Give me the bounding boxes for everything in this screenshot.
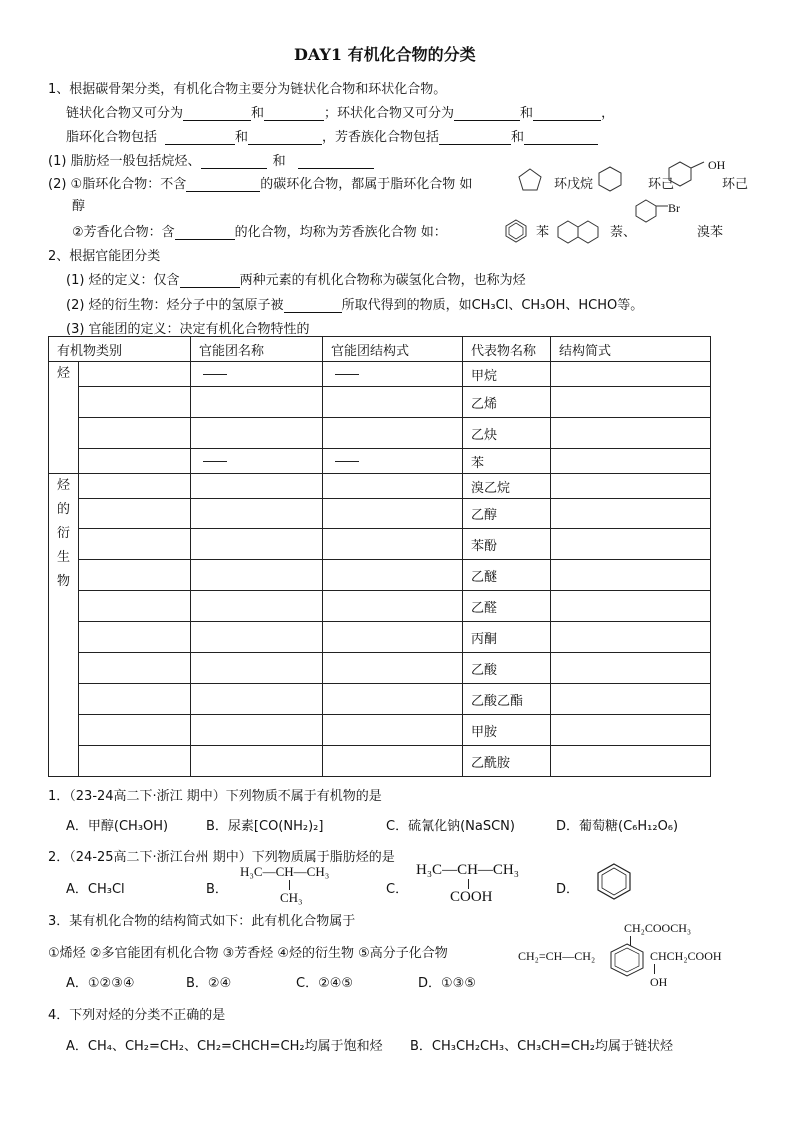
q3-option-c[interactable]: C．②④⑤ [296, 976, 354, 991]
cell[interactable] [79, 499, 191, 529]
q3-option-b[interactable]: B．②④ [186, 976, 232, 991]
section1-line3 [66, 126, 598, 145]
table-header-row [49, 337, 711, 362]
answer-blank[interactable] [180, 273, 240, 288]
representative-name: 乙炔 [463, 418, 551, 449]
cell[interactable] [191, 746, 323, 777]
representative-name: 丙酮 [463, 622, 551, 653]
representative-name: 乙酸乙酯 [463, 684, 551, 715]
text: 和 [272, 154, 286, 169]
q3-option-d[interactable]: D．①③⑤ [418, 976, 476, 991]
table-row [49, 653, 711, 684]
cell[interactable] [79, 529, 191, 560]
answer-blank[interactable] [264, 106, 324, 121]
representative-name: 苯 [463, 449, 551, 474]
section2-p2 [66, 294, 643, 313]
cell[interactable] [79, 449, 191, 474]
naphthalene-icon [556, 218, 602, 246]
header-group-structure: 官能团结构式 [323, 337, 463, 362]
cell[interactable] [323, 622, 463, 653]
q2-option-d[interactable]: D． [556, 882, 580, 897]
q2c-formula-bottom: COOH [450, 889, 493, 905]
q4-option-b[interactable]: B．CH₃CH₂CH₃、CH₃CH=CH₂均属于链状烃 [410, 1039, 673, 1054]
cell[interactable] [551, 591, 711, 622]
cell[interactable] [191, 418, 323, 449]
table-row [49, 362, 711, 387]
text: (1) 脂肪烃一般包括烷烃、 [48, 154, 201, 169]
table-row [49, 622, 711, 653]
q2-option-a[interactable]: A．CH₃Cl [66, 882, 125, 897]
header-group-name: 官能团名称 [191, 337, 323, 362]
bond-line [468, 879, 469, 889]
header-formula: 结构简式 [551, 337, 711, 362]
text: 和 [251, 106, 265, 121]
text: (2) ①脂环化合物：不含 [48, 177, 187, 192]
benzene-ring-icon [604, 942, 650, 978]
question-4: 4．下列对烃的分类不正确的是 [48, 1008, 226, 1023]
q2b-formula-bottom: CH₃ [280, 890, 303, 905]
q3-structure-oh: OH [650, 975, 668, 989]
table-row [49, 560, 711, 591]
question-3: 3．某有机化合物的结构简式如下：此有机化合物属于 [48, 914, 356, 929]
text: ；环状化合物又可分为 [324, 106, 455, 121]
cell[interactable] [191, 622, 323, 653]
section2-heading: 2、根据官能团分类 [48, 249, 161, 264]
cell[interactable] [551, 560, 711, 591]
text: 两种元素的有机化合物称为碳氢化合物，也称为烃 [239, 273, 526, 288]
dash-mark [203, 374, 227, 375]
cell[interactable] [323, 715, 463, 746]
text: 和 [235, 130, 249, 145]
cyclohexane-label: 环己 [648, 177, 675, 192]
table-row [49, 418, 711, 449]
cell[interactable] [79, 591, 191, 622]
cell[interactable] [191, 591, 323, 622]
cell[interactable] [551, 387, 711, 418]
q3-option-a[interactable]: A．①②③④ [66, 976, 135, 991]
q1-option-b[interactable]: B．尿素[CO(NH₂)₂] [206, 819, 324, 834]
page-title: DAY1 有机化合物的分类 [294, 45, 476, 64]
answer-blank[interactable] [183, 106, 251, 121]
cell [191, 449, 323, 474]
section1-line2 [66, 102, 614, 121]
q3-options-list: ①烯烃 ②多官能团有机化合物 ③芳香烃 ④烃的衍生物 ⑤高分子化合物 [48, 946, 448, 961]
representative-name: 乙酰胺 [463, 746, 551, 777]
cell[interactable] [79, 653, 191, 684]
benzene-label: 苯 [536, 225, 550, 240]
cell[interactable] [323, 591, 463, 622]
answer-blank[interactable] [454, 106, 520, 121]
text: 链状化合物又可分为 [66, 106, 184, 121]
cell[interactable] [79, 474, 191, 499]
cell[interactable] [551, 746, 711, 777]
answer-blank[interactable] [175, 225, 235, 240]
cell[interactable] [79, 746, 191, 777]
oh-label: OH [708, 158, 726, 172]
answer-blank[interactable] [298, 154, 374, 169]
cell[interactable] [551, 529, 711, 560]
cyclopentane-icon [516, 166, 544, 194]
q1-option-d[interactable]: D．葡萄糖(C₆H₁₂O₆) [556, 819, 679, 834]
cyclopentane-label: 环戊烷 [554, 177, 594, 192]
representative-name: 乙醚 [463, 560, 551, 591]
cell[interactable] [323, 418, 463, 449]
dash-mark [203, 461, 227, 462]
cell[interactable] [191, 474, 323, 499]
q4-option-a[interactable]: A．CH₄、CH₂=CH₂、CH₂=CHCH=CH₂均属于饱和烃 [66, 1039, 383, 1054]
representative-name: 溴乙烷 [463, 474, 551, 499]
text: (1) 烃的定义：仅含 [66, 273, 180, 288]
bond-line [654, 964, 655, 974]
table-row [49, 591, 711, 622]
cell[interactable] [79, 715, 191, 746]
text: 脂环化合物包括 [66, 130, 158, 145]
cell[interactable] [323, 560, 463, 591]
category-derivative [49, 474, 79, 777]
q3-structure-right: CHCH₂COOH [650, 949, 722, 963]
q3-structure-left: CH₂=CH—CH₂ [518, 949, 596, 963]
cell[interactable] [551, 418, 711, 449]
cell[interactable] [323, 746, 463, 777]
section1-line5 [48, 173, 472, 192]
q2-option-c[interactable]: C． [386, 882, 409, 897]
cell[interactable] [551, 684, 711, 715]
cell[interactable] [191, 529, 323, 560]
cell[interactable] [191, 560, 323, 591]
cell[interactable] [323, 529, 463, 560]
text: 的碳环化合物，都属于脂环化合物 如 [260, 177, 473, 192]
category-derivative-text: 烃的衍生物 [56, 478, 70, 589]
answer-blank[interactable] [533, 106, 601, 121]
benzene-icon [504, 218, 528, 244]
q2c-formula-top: H₃C—CH—CH₃ [416, 862, 519, 878]
answer-blank[interactable] [186, 177, 260, 192]
table-row [49, 746, 711, 777]
representative-name: 甲烷 [463, 362, 551, 387]
answer-blank[interactable] [284, 298, 342, 313]
header-category: 有机物类别 [49, 337, 191, 362]
text: ，芳香族化合物包括 [322, 130, 440, 145]
table-row [49, 499, 711, 529]
representative-name: 乙醇 [463, 499, 551, 529]
bond-line [289, 880, 290, 890]
cell[interactable] [79, 622, 191, 653]
cell[interactable] [323, 387, 463, 418]
dash-mark [335, 461, 359, 462]
answer-blank[interactable] [201, 154, 267, 169]
br-label: Br [668, 201, 680, 215]
answer-blank[interactable] [439, 130, 511, 145]
cell[interactable] [79, 560, 191, 591]
table-row [49, 684, 711, 715]
benzene-icon [594, 862, 634, 900]
cell[interactable] [323, 474, 463, 499]
table-row [49, 529, 711, 560]
cell[interactable] [191, 715, 323, 746]
cell [323, 362, 463, 387]
text: 所取代得到的物质，如CH₃Cl、CH₃OH、HCHO等。 [341, 298, 644, 313]
functional-group-table [48, 336, 711, 777]
table-row [49, 449, 711, 474]
q3-structure-top: CH₂COOCH₃ [624, 921, 692, 935]
cell[interactable] [191, 499, 323, 529]
cell[interactable] [323, 653, 463, 684]
table-row [49, 387, 711, 418]
category-hydrocarbon: 烃 [49, 362, 79, 474]
dash-mark [335, 374, 359, 375]
cell [191, 362, 323, 387]
section2-p1 [66, 269, 526, 288]
bromobenzene-label: 溴苯 [697, 225, 724, 240]
q2b-formula-top: H₃C—CH—CH₃ [240, 864, 330, 879]
representative-name: 苯酚 [463, 529, 551, 560]
cell[interactable] [551, 715, 711, 746]
answer-blank[interactable] [165, 130, 235, 145]
cell [323, 449, 463, 474]
answer-blank[interactable] [248, 130, 322, 145]
section2-p3 [66, 318, 384, 337]
cell[interactable] [191, 387, 323, 418]
section1-heading: 1、根据碳骨架分类，有机化合物主要分为链状化合物和环状化合物。 [48, 82, 447, 97]
cyclohexane-icon [596, 164, 624, 194]
text: (2) 烃的衍生物：烃分子中的氢原子被 [66, 298, 284, 313]
cell[interactable] [79, 418, 191, 449]
cyclohexanol-label: 环己 [722, 177, 749, 192]
text: 的化合物，均称为芳香族化合物 如： [234, 225, 447, 240]
cell[interactable] [79, 684, 191, 715]
representative-name: 乙烯 [463, 387, 551, 418]
cyclohexanol-icon [666, 156, 712, 196]
question-2: 2．（24-25高二下·浙江台州 期中）下列物质属于脂肪烃的是 [48, 850, 395, 865]
answer-blank[interactable] [524, 130, 598, 145]
cell[interactable] [551, 653, 711, 684]
section1-line4 [48, 150, 374, 169]
cell[interactable] [551, 449, 711, 474]
text: ②芳香化合物：含 [72, 225, 175, 240]
cell[interactable] [551, 622, 711, 653]
naphthalene-label: 萘、 [610, 225, 637, 240]
cell[interactable] [551, 499, 711, 529]
text: (3) 官能团的定义：决定有机化合物特性的 [66, 322, 310, 337]
text: ， [601, 106, 615, 121]
text: 和 [511, 130, 525, 145]
representative-name: 乙酸 [463, 653, 551, 684]
representative-name: 甲胺 [463, 715, 551, 746]
cell[interactable] [79, 362, 191, 387]
q2-option-b[interactable]: B． [206, 882, 228, 897]
table-row [49, 715, 711, 746]
table-row [49, 474, 711, 499]
cell[interactable] [79, 387, 191, 418]
cell[interactable] [323, 499, 463, 529]
text: 和 [520, 106, 534, 121]
question-1: 1．（23-24高二下·浙江 期中）下列物质不属于有机物的是 [48, 789, 382, 804]
cell[interactable] [551, 474, 711, 499]
representative-name: 乙醛 [463, 591, 551, 622]
cell[interactable] [551, 362, 711, 387]
cell[interactable] [191, 653, 323, 684]
q1-option-a[interactable]: A．甲醇(CH₃OH) [66, 819, 169, 834]
section1-line6 [72, 221, 447, 240]
q1-option-c[interactable]: C．硫氰化钠(NaSCN) [386, 819, 515, 834]
cell[interactable] [191, 684, 323, 715]
header-representative: 代表物名称 [463, 337, 551, 362]
cyclohexanol-label-end: 醇 [72, 199, 86, 214]
cell[interactable] [323, 684, 463, 715]
answer-blank[interactable] [310, 322, 384, 337]
